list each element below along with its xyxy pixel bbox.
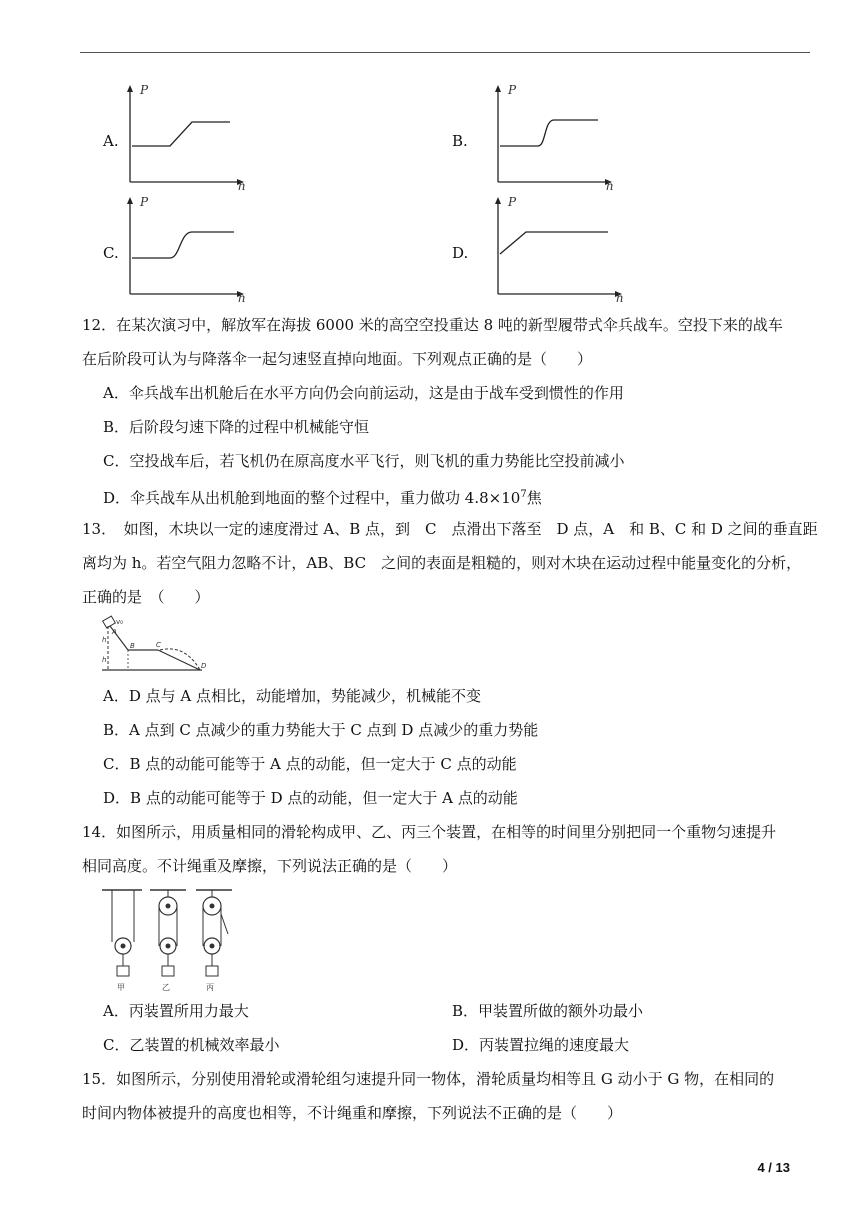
q12-stem-line1: 12．在某次演习中，解放军在海拔 6000 米的高空空投重达 8 吨的新型履带式伞兵战车。空投下来的战车 — [82, 316, 783, 334]
q12-option-d — [103, 484, 542, 509]
x-axis-label: h — [238, 179, 246, 193]
x-axis-label: h — [616, 291, 624, 305]
graph-option-d — [490, 196, 630, 308]
q12-option-d-unit: 焦 — [526, 489, 542, 507]
q14-stem-line2: 相同高度。不计绳重及摩擦，下列说法正确的是（ ） — [82, 857, 458, 875]
q13-option-d: D．B 点的动能可能等于 D 点的动能，但一定大于 A 点的动能 — [103, 789, 518, 807]
q14-option-b: B．甲装置所做的额外功最小 — [452, 1002, 644, 1020]
q12-option-b: B．后阶段匀速下降的过程中机械能守恒 — [103, 418, 370, 436]
option-b-label: B. — [452, 132, 468, 150]
label-yi: 乙 — [162, 983, 170, 992]
y-axis-label: P — [140, 195, 149, 209]
label-point-c: C — [156, 641, 161, 649]
q12-option-a: A．伞兵战车出机舱后在水平方向仍会向前运动，这是由于战车受到惯性的作用 — [103, 384, 624, 402]
q12-option-d-text: D．伞兵战车从出机舱到地面的整个过程中，重力做功 4.8×10 — [103, 489, 521, 507]
page-number: 4 / 13 — [757, 1160, 790, 1175]
graph-option-b — [490, 84, 620, 196]
q13-figure — [100, 614, 210, 680]
q13-stem-line1: 13． 如图，木块以一定的速度滑过 A、B 点，到 C 点滑出下落至 D 点，A 和 B、C 和 D 之间的垂直距 — [82, 520, 818, 538]
y-axis-label: P — [140, 83, 149, 97]
q14-figure — [98, 884, 238, 998]
label-h-upper: h — [102, 636, 107, 644]
label-jia: 甲 — [117, 983, 125, 992]
q13-option-a: A．D 点与 A 点相比，动能增加，势能减少，机械能不变 — [103, 687, 481, 705]
label-point-d: D — [201, 662, 207, 670]
label-point-b: B — [130, 642, 135, 650]
q15-stem-line2: 时间内物体被提升的高度也相等，不计绳重和摩擦，下列说法不正确的是（ ） — [82, 1104, 623, 1122]
q13-stem-line3: 正确的是 （ ） — [82, 588, 210, 606]
q15-stem-line1: 15．如图所示，分别使用滑轮或滑轮组匀速提升同一物体，滑轮质量均相等且 G 动小于 G 物，在相同的 — [82, 1070, 775, 1088]
q13-stem-line2: 离均为 h。若空气阻力忽略不计，AB、BC 之间的表面是粗糙的，则对木块在运动过程中能量变化的分析， — [82, 554, 802, 572]
graph-option-a — [122, 84, 252, 196]
option-a-label: A. — [103, 132, 119, 150]
label-h-lower: h — [102, 656, 107, 664]
x-axis-label: h — [606, 179, 614, 193]
q14-option-d: D．丙装置拉绳的速度最大 — [452, 1036, 630, 1054]
q13-option-b: B．A 点到 C 点减少的重力势能大于 C 点到 D 点减少的重力势能 — [103, 721, 539, 739]
q12-stem-line2: 在后阶段可认为与降落伞一起匀速竖直掉向地面。下列观点正确的是（ ） — [82, 350, 593, 368]
y-axis-label: P — [508, 83, 517, 97]
option-d-label: D. — [452, 244, 469, 262]
q12-option-c: C．空投战车后，若飞机仍在原高度水平飞行，则飞机的重力势能比空投前减小 — [103, 452, 625, 470]
label-bing: 丙 — [206, 983, 214, 992]
header-rule — [80, 52, 810, 53]
q14-option-a: A．丙装置所用力最大 — [103, 1002, 249, 1020]
option-c-label: C. — [103, 244, 119, 262]
x-axis-label: h — [238, 291, 246, 305]
q14-option-c: C．乙装置的机械效率最小 — [103, 1036, 280, 1054]
label-v0: v₀ — [116, 618, 123, 626]
q13-option-c: C．B 点的动能可能等于 A 点的动能，但一定大于 C 点的动能 — [103, 755, 517, 773]
graph-option-c — [122, 196, 252, 308]
q12-option-d-exponent: 7 — [520, 489, 527, 500]
q14-stem-line1: 14．如图所示，用质量相同的滑轮构成甲、乙、丙三个装置，在相等的时间里分别把同一个重物匀速提升 — [82, 823, 777, 841]
y-axis-label: P — [508, 195, 517, 209]
label-point-a: A — [112, 628, 117, 636]
